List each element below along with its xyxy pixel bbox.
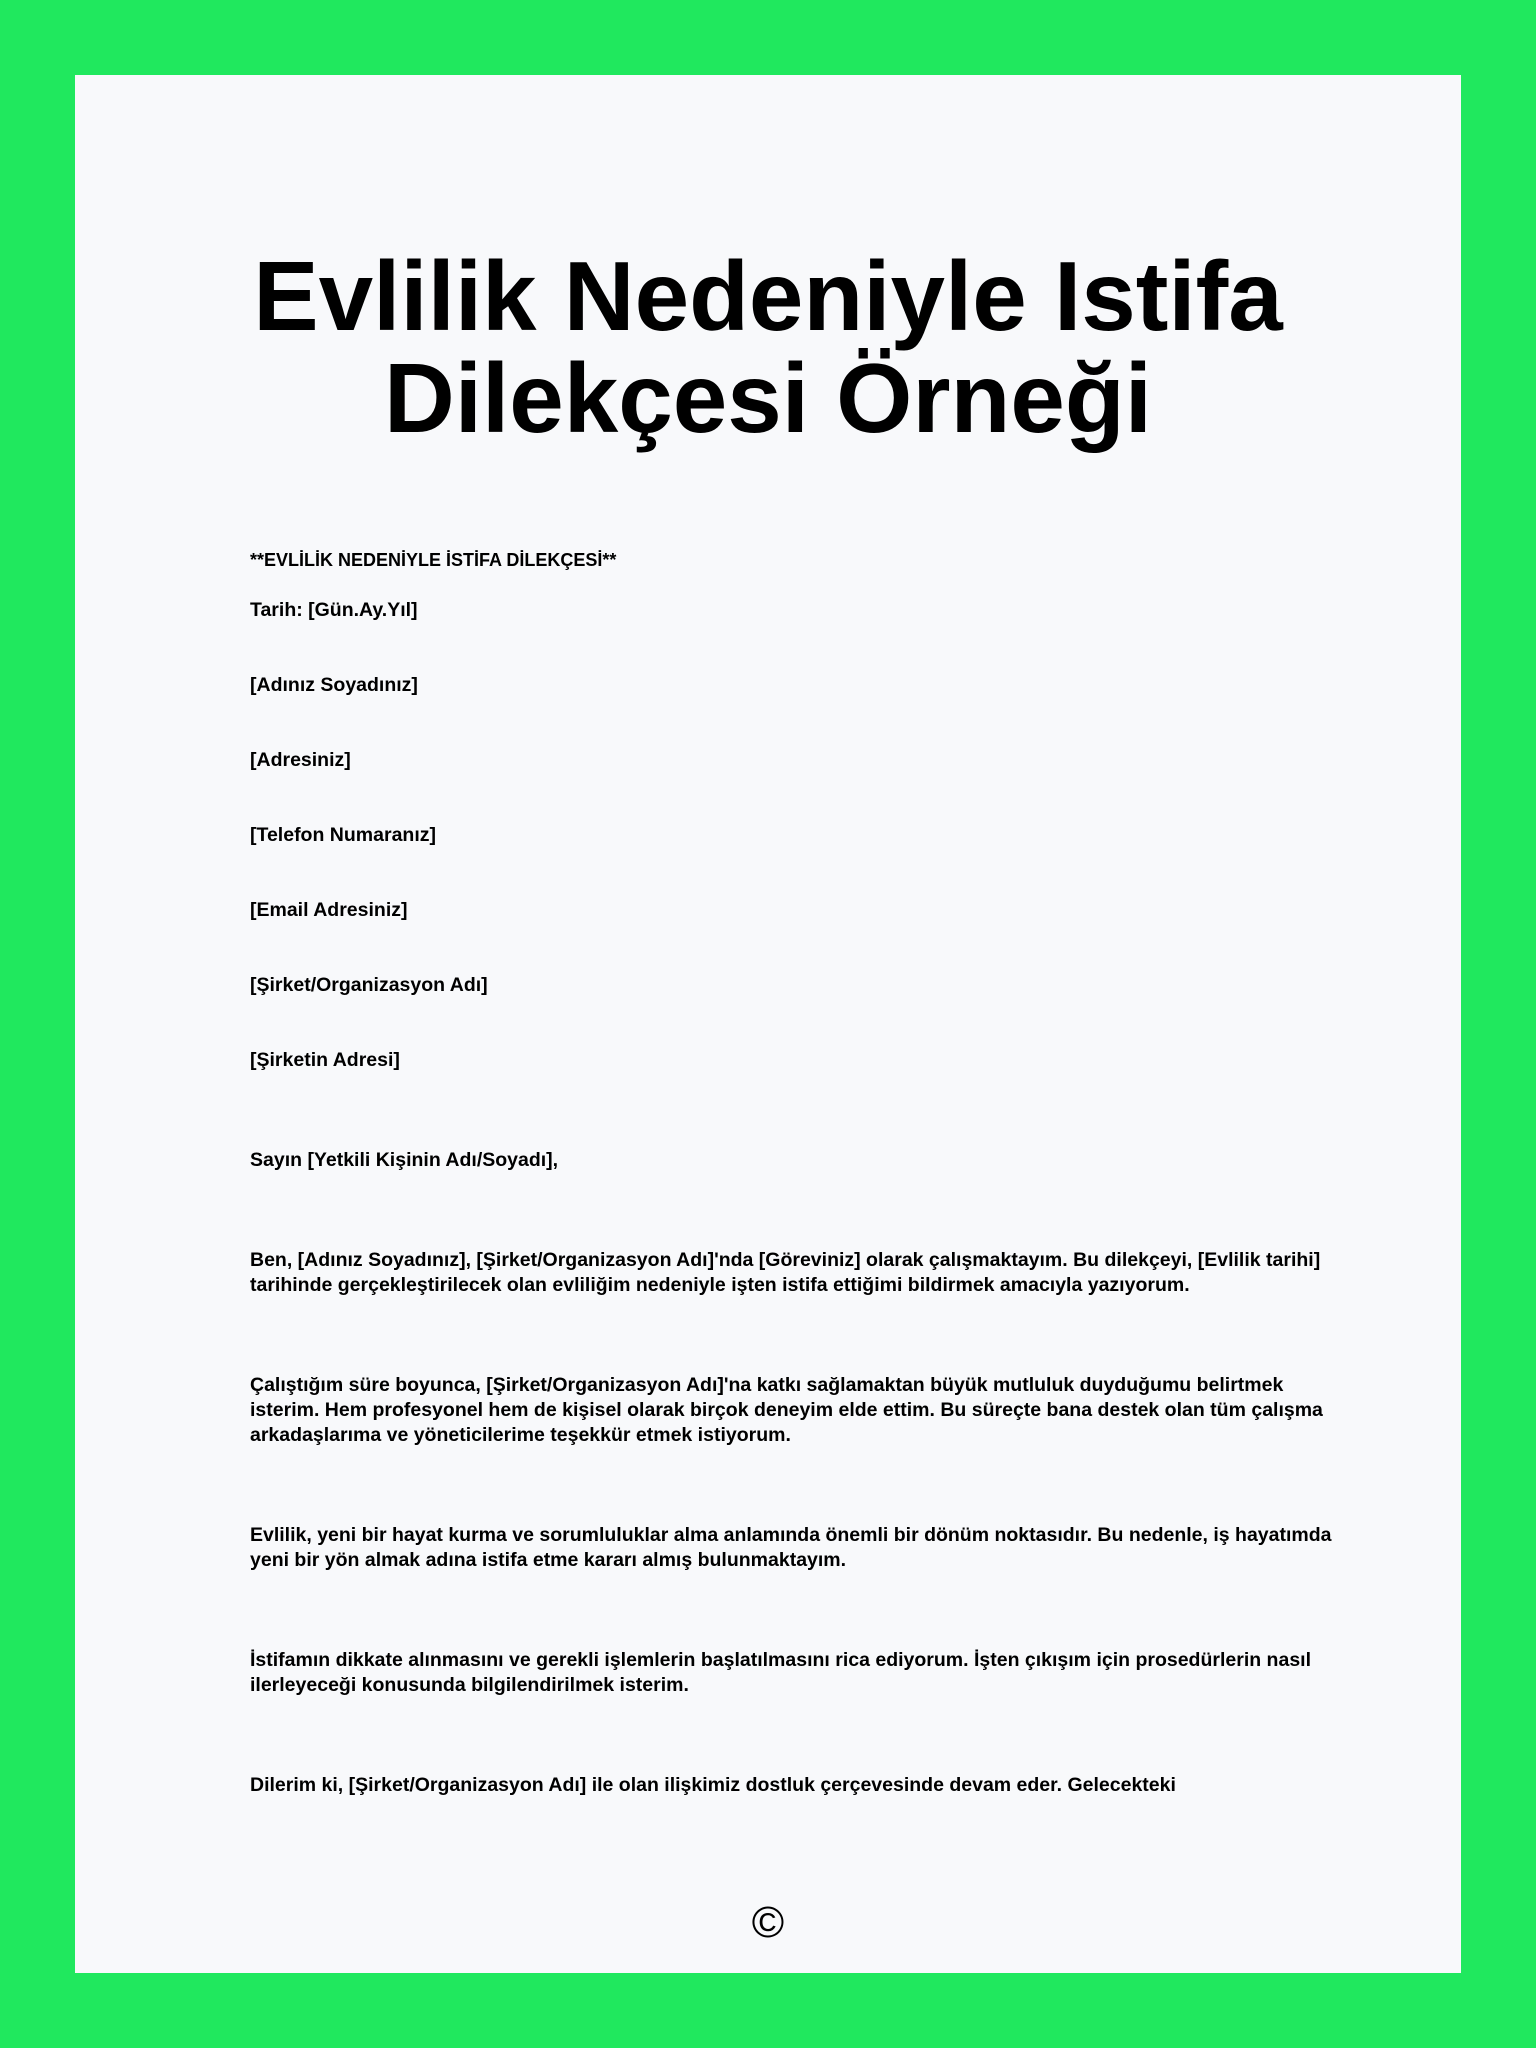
sender-name: [Adınız Soyadınız] (250, 674, 418, 696)
letter-body (250, 548, 1350, 1798)
letter-date: Tarih: [Gün.Ay.Yıl] (250, 599, 418, 621)
sender-phone: [Telefon Numaranız] (250, 824, 436, 846)
title-line-2: Dilekçesi Örneği (383, 343, 1153, 453)
sender-email: [Email Adresiniz] (250, 899, 408, 921)
body-paragraph: Çalıştığım süre boyunca, [Şirket/Organizasyon Adı]'na katkı sağlamaktan büyük mutluluk duyduğumu belirtmek isterim. Hem profesyonel hem de kişisel olarak birçok deneyim elde ettim. Bu süreçte bana destek olan tüm çalışma arkadaşlarıma ve yöneticilerime teşekkür etmek istiyorum. (250, 1374, 1323, 1446)
page-title (75, 241, 1461, 453)
company-name: [Şirket/Organizasyon Adı] (250, 974, 488, 996)
body-paragraph: Ben, [Adınız Soyadınız], [Şirket/Organizasyon Adı]'nda [Göreviniz] olarak çalışmaktayım. Bu dilekçeyi, [Evlilik tarihi] tarihinde gerçekleştirilecek olan evliliğim nedeniyle işten istifa ettiğimi bildirmek amacıyla yazıyorum. (250, 1249, 1321, 1296)
body-paragraph: Dilerim ki, [Şirket/Organizasyon Adı] ile olan ilişkimiz dostluk çerçevesinde devam eder. Gelecekteki (250, 1774, 1176, 1796)
salutation: Sayın [Yetkili Kişinin Adı/Soyadı], (250, 1149, 559, 1171)
document-page (75, 75, 1461, 1973)
sender-address: [Adresiniz] (250, 749, 351, 771)
letter-heading: **EVLİLİK NEDENİYLE İSTİFA DİLEKÇESİ** (250, 550, 617, 570)
title-line-1: Evlilik Nedeniyle Istifa (253, 241, 1283, 351)
body-paragraph: Evlilik, yeni bir hayat kurma ve sorumluluklar alma anlamında önemli bir dönüm noktasıdır. Bu nedenle, iş hayatımda yeni bir yön almak adına istifa etme kararı almış bulunmaktayım. (250, 1524, 1332, 1571)
body-paragraph: İstifamın dikkate alınmasını ve gerekli işlemlerin başlatılmasını rica ediyorum. İşten çıkışım için prosedürlerin nasıl ilerleyeceği konusunda bilgilendirilmek isterim. (250, 1649, 1311, 1696)
copyright-icon: © (751, 1898, 785, 1947)
company-address: [Şirketin Adresi] (250, 1049, 400, 1071)
